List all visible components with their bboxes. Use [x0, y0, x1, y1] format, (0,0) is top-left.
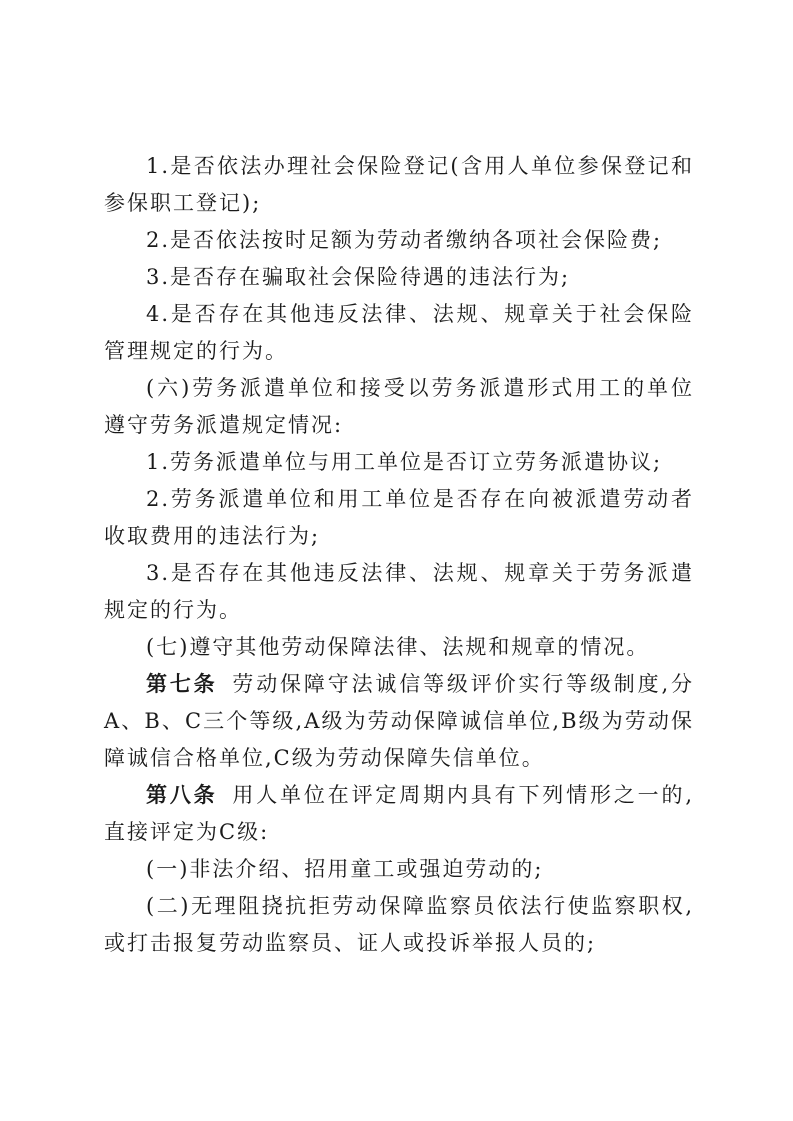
paragraph-text: 2.劳务派遣单位和用工单位是否存在向被派遣劳动者收取费用的违法行为; [104, 487, 694, 548]
paragraph-other-dispatch-violations [104, 555, 694, 629]
paragraph-other-insurance-violations [104, 296, 694, 370]
article-number: 第七条 [146, 672, 218, 696]
paragraph-text: (二)无理阻挠抗拒劳动保障监察员依法行使监察职权,或打击报复劳动监察员、证人或投诉举报人员的; [104, 894, 694, 955]
paragraph-child-labor [104, 851, 694, 888]
paragraph-dispatch-agreement [104, 444, 694, 481]
paragraph-social-insurance-registration [104, 148, 694, 222]
article-seven [104, 666, 694, 777]
paragraph-dispatch-fees [104, 481, 694, 555]
paragraph-social-insurance-payment [104, 222, 694, 259]
paragraph-text: 用人单位在评定周期内具有下列情形之一的,直接评定为C级: [104, 783, 694, 844]
paragraph-text: 1.劳务派遣单位与用工单位是否订立劳务派遣协议; [146, 450, 663, 474]
document-body [104, 148, 694, 962]
paragraph-text: 2.是否依法按时足额为劳动者缴纳各项社会保险费; [146, 228, 663, 252]
paragraph-obstruct-inspection [104, 888, 694, 962]
article-number: 第八条 [146, 783, 218, 807]
paragraph-insurance-fraud [104, 259, 694, 296]
paragraph-text: 劳动保障守法诚信等级评价实行等级制度,分A、B、C三个等级,A级为劳动保障诚信单位,B级为劳动保障诚信合格单位,C级为劳动保障失信单位。 [104, 672, 694, 770]
paragraph-section-six-heading [104, 370, 694, 444]
paragraph-text: 3.是否存在骗取社会保险待遇的违法行为; [146, 265, 571, 289]
paragraph-text: 4.是否存在其他违反法律、法规、规章关于社会保险管理规定的行为。 [104, 302, 694, 363]
paragraph-text: (六)劳务派遣单位和接受以劳务派遣形式用工的单位遵守劳务派遣规定情况: [104, 376, 694, 437]
paragraph-text: (一)非法介绍、招用童工或强迫劳动的; [146, 857, 544, 881]
paragraph-text: 3.是否存在其他违反法律、法规、规章关于劳务派遣规定的行为。 [104, 561, 694, 622]
paragraph-section-seven [104, 629, 694, 666]
article-eight [104, 777, 694, 851]
paragraph-text: 1.是否依法办理社会保险登记(含用人单位参保登记和参保职工登记); [104, 154, 694, 215]
paragraph-text: (七)遵守其他劳动保障法律、法规和规章的情况。 [146, 635, 650, 659]
